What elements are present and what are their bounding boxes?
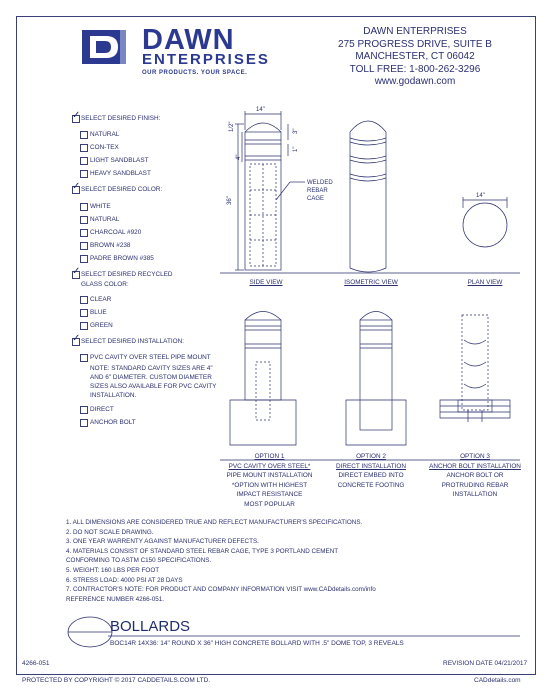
address-line: DAWN ENTERPRISES [363,26,467,37]
installation-checkbox[interactable] [72,338,80,346]
ref-number: 4266-051 [22,660,50,667]
company-address [330,26,500,89]
option2-caption [326,452,416,490]
dim-top: 1/2" [229,121,235,132]
option2-line: OPTION 2 [356,453,386,460]
color-option: BROWN #238 [90,242,131,249]
dim-height: 36" [227,196,233,205]
brand-name-line2: ENTERPRISES [142,51,270,68]
installation-heading: SELECT DESIRED INSTALLATION: [81,338,184,345]
page-subtitle: BOC14R 14X36: 14" ROUND X 36" HIGH CONCRETE BOLLARD WITH .5" DOME TOP, 3 REVEALS [110,640,404,647]
option1-line: MOST POPULAR [244,500,295,508]
page-title: BOLLARDS [110,618,191,635]
installation-option: DIRECT [90,406,114,413]
dim-reveal-2: 4" [236,154,242,160]
address-line: TOLL FREE: 1-800-262-3296 [349,63,481,75]
option1-line: IMPACT RESISTANCE [236,491,303,498]
color-option: NATURAL [90,216,120,223]
color-checkbox[interactable] [72,186,80,194]
color-padre-brown-checkbox[interactable] [80,255,88,263]
copyright: PROTECTED BY COPYRIGHT © 2017 CADDETAILS.COM LTD. [22,677,211,684]
finish-checkbox[interactable] [72,115,80,123]
option2-line: DIRECT INSTALLATION [336,462,406,470]
finish-heading: SELECT DESIRED FINISH: [81,115,161,122]
color-white-checkbox[interactable] [80,203,88,211]
option3-line: ANCHOR BOLT INSTALLATION [429,462,521,470]
color-brown-checkbox[interactable] [80,242,88,250]
option3-line: ANCHOR BOLT OR [446,472,504,479]
address-line: 275 PROGRESS DRIVE, SUITE B [338,38,492,50]
dim-width-side: 14" [256,107,265,113]
option3-line: INSTALLATION [452,491,498,498]
note-line: 5. WEIGHT: 160 LBS PER FOOT [66,566,160,574]
glass-green-checkbox[interactable] [80,322,88,330]
note-line: 4. MATERIALS CONSIST OF STANDARD STEEL REBAR CAGE, TYPE 3 PORTLAND CEMENT [66,547,339,555]
color-option: CHARCOAL #920 [90,229,142,236]
option2-drawing [346,312,406,446]
finish-contex-checkbox[interactable] [80,144,88,152]
plan-view-drawing [463,197,507,247]
note-line: CONFORMING TO ASTM C150 SPECIFICATIONS. [66,557,212,565]
installation-pvc-checkbox[interactable] [80,354,88,362]
option1-line: OPTION 1 [254,453,285,460]
finish-natural-checkbox[interactable] [80,131,88,139]
isometric-view-drawing [350,121,386,272]
glass-checkbox[interactable] [72,271,80,279]
installation-direct-checkbox[interactable] [80,406,88,414]
revision-date: REVISION DATE 04/21/2017 [443,660,528,667]
option1-drawing [230,312,296,446]
rebar-label: CAGE [307,196,325,202]
option1-line: *OPTION WITH HIGHEST [231,481,308,489]
finish-option: LIGHT SANDBLAST [90,157,149,164]
option2-line: CONCRETE FOOTING [337,481,405,489]
dim-width-plan: 14" [476,193,485,199]
plan-view-caption: PLAN VIEW [467,279,503,286]
glass-option: GREEN [90,322,113,329]
option3-line: OPTION 3 [460,453,490,460]
brand-name: DAWN [142,24,235,56]
dim-reveal-gap: 1" [293,146,299,152]
glass-option: CLEAR [90,296,112,303]
dim-reveal-1: 3" [293,128,299,134]
option3-line: PROTRUDING REBAR [441,481,509,489]
installation-anchor-checkbox[interactable] [80,419,88,427]
glass-clear-checkbox[interactable] [80,296,88,304]
website-link[interactable]: www.godawn.com [374,76,456,87]
color-natural-checkbox[interactable] [80,216,88,224]
finish-option: HEAVY SANDBLAST [90,170,151,177]
general-notes [66,518,376,604]
brand-tagline: OUR PRODUCTS. YOUR SPACE. [142,70,248,76]
color-heading: SELECT DESIRED COLOR: [81,186,163,193]
installation-option: PVC CAVITY OVER STEEL PIPE MOUNT [90,354,211,361]
finish-heavy-sandblast-checkbox[interactable] [80,170,88,178]
side-view-caption: SIDE VIEW [249,279,283,286]
finish-option: CON-TEX [90,144,119,151]
rebar-label: REBAR [307,188,328,194]
installation-note-line: INSTALLATION. [90,392,137,399]
rebar-label: WELDED [307,180,333,186]
installation-note-line: AND 6" DIAMETER. CUSTOM DIAMETER [90,374,212,381]
caddetails-link[interactable]: CADdetails.com [474,677,521,684]
glass-heading: SELECT DESIRED RECYCLED [81,271,173,278]
note-line: REFERENCE NUMBER 4266-051. [66,595,164,603]
installation-note-line: NOTE: STANDARD CAVITY SIZES ARE 4" [90,365,213,372]
color-option: WHITE [90,203,111,210]
address-line: MANCHESTER, CT 06042 [355,51,475,62]
finish-light-sandblast-checkbox[interactable] [80,157,88,165]
color-charcoal-checkbox[interactable] [80,229,88,237]
option2-line: DIRECT EMBED INTO [338,472,404,479]
note-line: 2. DO NOT SCALE DRAWING. [66,528,154,536]
dawn-logo-icon [82,28,132,66]
color-option: PADRE BROWN #385 [90,255,154,262]
glass-blue-checkbox[interactable] [80,309,88,317]
glass-option: BLUE [90,309,107,316]
finish-option: NATURAL [90,131,120,138]
glass-heading-2: GLASS COLOR: [81,281,129,288]
option3-drawing [440,315,510,422]
option3-caption [420,452,530,500]
note-line: 7. CONTRACTOR'S NOTE: FOR PRODUCT AND COMPANY INFORMATION VISIT www.CADdetails.com/info [66,586,376,594]
installation-note-line: SIZES ALSO AVAILABLE FOR PVC CAVITY [90,383,217,390]
option1-line: PVC CAVITY OVER STEEL* [228,462,311,470]
note-line: 3. ONE YEAR WARRENTY AGAINST MANUFACTURER DEFECTS. [66,538,259,546]
isometric-view-caption: ISOMETRIC VIEW [344,279,398,286]
option1-caption [212,452,327,509]
option1-line: PIPE MOUNT INSTALLATION [226,472,313,479]
installation-option: ANCHOR BOLT [90,419,136,426]
note-line: 1. ALL DIMENSIONS ARE CONSIDERED TRUE AND REFLECT MANUFACTURER'S SPECIFICATIONS. [66,519,363,526]
note-line: 6. STRESS LOAD: 4000 PSI AT 28 DAYS [66,576,183,584]
